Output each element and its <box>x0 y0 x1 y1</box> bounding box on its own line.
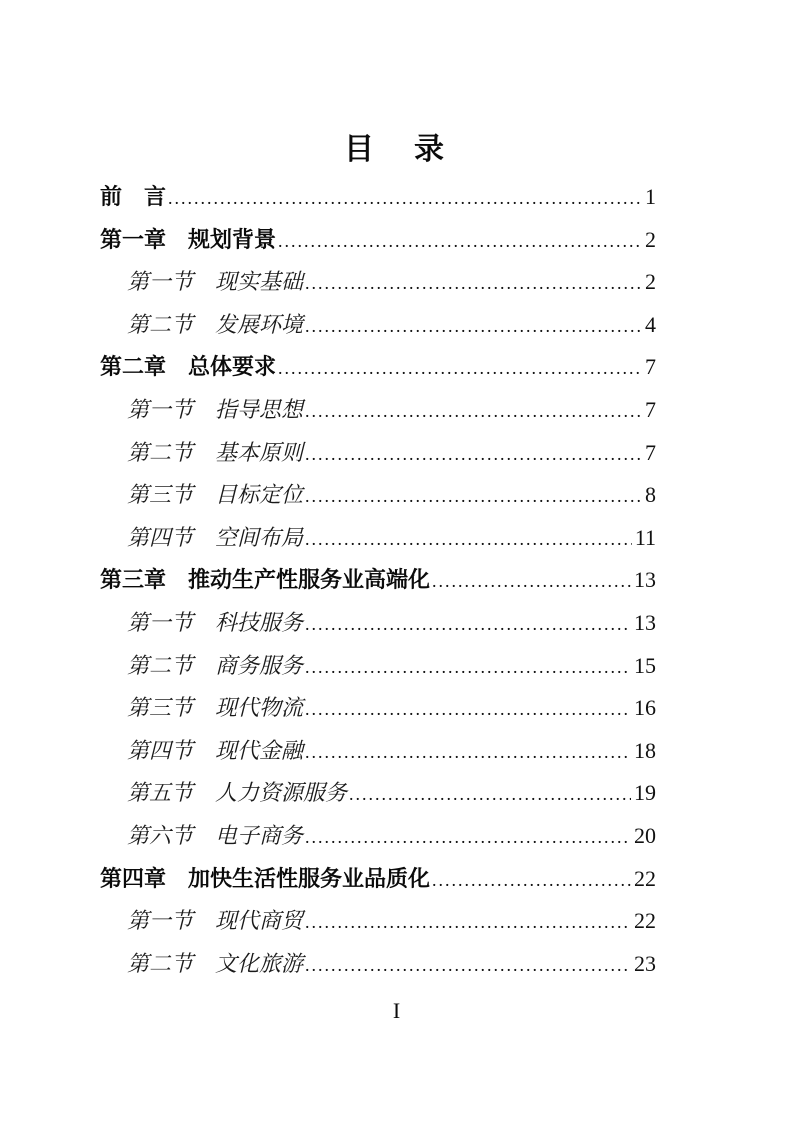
toc-entry-title: 第三节 目标定位 <box>127 482 304 508</box>
footer-page-number: I <box>392 998 401 1023</box>
toc-dot-leader <box>305 738 631 766</box>
toc-entry-title: 第三章 推动生产性服务业高端化 <box>100 567 431 593</box>
toc-entry-11 <box>100 652 656 695</box>
toc-dot-leader <box>305 695 631 723</box>
toc-entry-5 <box>100 396 656 439</box>
toc-dot-leader <box>305 610 631 638</box>
toc-entry-16 <box>100 865 656 908</box>
toc-entry-page: 4 <box>645 311 656 337</box>
toc-entry-2 <box>100 268 656 311</box>
toc-entry-title: 第四节 现代金融 <box>127 737 304 763</box>
toc-entry-page: 2 <box>645 226 656 252</box>
toc-entry-page: 19 <box>634 780 656 806</box>
toc-entry-13 <box>100 737 656 780</box>
toc-entry-7 <box>100 481 656 524</box>
toc-entry-title: 第六节 电子商务 <box>127 822 304 848</box>
toc-entry-page: 7 <box>645 354 656 380</box>
toc-entry-page: 22 <box>634 908 656 934</box>
toc-dot-leader <box>305 653 631 681</box>
toc-entry-page: 16 <box>634 695 656 721</box>
toc-entry-18 <box>100 950 656 993</box>
toc-list <box>100 183 656 992</box>
toc-dot-leader <box>305 908 631 936</box>
toc-entry-title: 第二节 商务服务 <box>127 652 304 678</box>
toc-entry-title: 第一节 科技服务 <box>127 609 304 635</box>
toc-dot-leader <box>305 440 642 468</box>
toc-entry-title: 第一节 现代商贸 <box>127 908 304 934</box>
toc-entry-8 <box>100 524 656 567</box>
toc-entry-title: 第一节 现实基础 <box>127 269 304 295</box>
toc-entry-title: 前 言 <box>100 184 167 209</box>
toc-entry-page: 13 <box>634 567 656 593</box>
toc-entry-page: 11 <box>634 524 656 550</box>
toc-entry-page: 8 <box>645 482 656 508</box>
toc-entry-title: 第二节 文化旅游 <box>127 950 304 976</box>
toc-dot-leader <box>305 951 631 979</box>
toc-dot-leader <box>432 866 631 894</box>
toc-dot-leader <box>305 823 631 851</box>
toc-dot-leader <box>305 525 632 553</box>
toc-entry-page: 7 <box>645 439 656 465</box>
toc-entry-4 <box>100 353 656 396</box>
toc-entry-title: 第一章 规划背景 <box>100 226 277 252</box>
toc-dot-leader <box>305 312 642 340</box>
toc-dot-leader <box>305 397 642 425</box>
toc-entry-title: 第二节 发展环境 <box>127 311 304 337</box>
toc-entry-14 <box>100 779 656 822</box>
toc-entry-6 <box>100 439 656 482</box>
toc-entry-page: 18 <box>634 737 656 763</box>
toc-entry-page: 22 <box>634 865 656 891</box>
toc-entry-title: 第四节 空间布局 <box>127 524 304 550</box>
toc-entry-title: 第二节 基本原则 <box>127 439 304 465</box>
toc-dot-leader <box>349 780 631 808</box>
toc-dot-leader <box>432 567 631 595</box>
toc-entry-15 <box>100 822 656 865</box>
toc-entry-page: 20 <box>634 822 656 848</box>
toc-dot-leader <box>168 184 642 212</box>
toc-dot-leader <box>305 269 642 297</box>
toc-entry-17 <box>100 907 656 950</box>
toc-dot-leader <box>278 227 642 255</box>
toc-entry-10 <box>100 609 656 652</box>
toc-entry-0 <box>100 183 656 226</box>
toc-entry-title: 第三节 现代物流 <box>127 695 304 721</box>
toc-entry-page: 23 <box>634 950 656 976</box>
toc-entry-12 <box>100 694 656 737</box>
toc-entry-page: 15 <box>634 652 656 678</box>
toc-entry-page: 1 <box>645 184 656 209</box>
toc-dot-leader <box>305 482 642 510</box>
toc-dot-leader <box>278 354 642 382</box>
toc-entry-9 <box>100 566 656 609</box>
toc-entry-3 <box>100 311 656 354</box>
page-title: 目 录 <box>344 133 449 166</box>
toc-entry-1 <box>100 226 656 269</box>
toc-entry-page: 2 <box>645 269 656 295</box>
toc-entry-title: 第二章 总体要求 <box>100 354 277 380</box>
toc-entry-title: 第四章 加快生活性服务业品质化 <box>100 865 431 891</box>
toc-entry-page: 7 <box>645 396 656 422</box>
toc-entry-title: 第一节 指导思想 <box>127 396 304 422</box>
toc-entry-page: 13 <box>634 609 656 635</box>
toc-entry-title: 第五节 人力资源服务 <box>127 780 348 806</box>
